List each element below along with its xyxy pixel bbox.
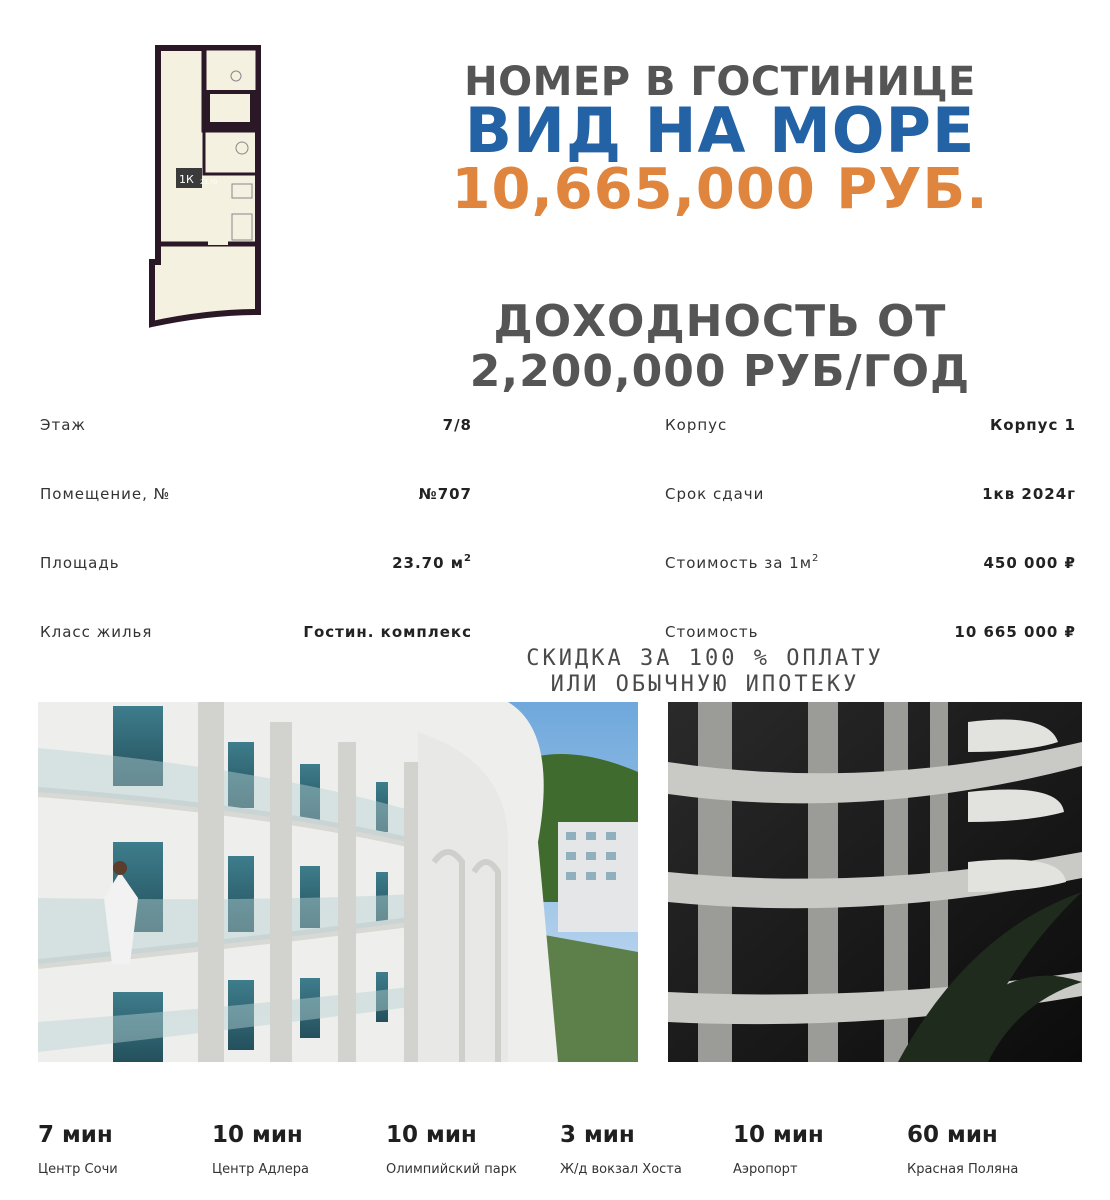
distance-time: 10 мин — [212, 1122, 303, 1148]
headline-yield-value: 2,200,000 РУБ/ГОД — [469, 346, 971, 397]
spec-area-value: 23.70 $м^2$ — [392, 553, 472, 572]
headline-sea-view: ВИД НА МОРЕ — [464, 94, 976, 167]
spec-building-label: Корпус — [665, 416, 728, 434]
building-facade-photo — [38, 702, 638, 1062]
spec-building-value: Корпус 1 — [990, 416, 1076, 434]
headline-unit-type: НОМЕР В ГОСТИНИЦЕ — [464, 59, 976, 105]
distance-place: Красная Поляна — [907, 1162, 1019, 1177]
distance-place: Олимпийский парк — [386, 1162, 517, 1177]
distance-time: 10 мин — [386, 1122, 477, 1148]
distance-place: Аэропорт — [733, 1162, 798, 1177]
spec-total-price-value: 10 665 000 ₽ — [954, 623, 1076, 641]
distance-place: Центр Сочи — [38, 1162, 118, 1177]
spec-unit-label: Помещение, № — [40, 485, 171, 503]
distance-place: Ж/д вокзал Хоста — [560, 1162, 682, 1177]
spec-price-per-m2-exponent: 2 — [812, 553, 820, 564]
spec-price-per-m2-value: 450 000 ₽ — [983, 554, 1076, 572]
distance-time: 60 мин — [907, 1122, 998, 1148]
spec-deadline-value: 1кв 2024г — [982, 485, 1076, 503]
headline-yield-label: ДОХОДНОСТЬ ОТ — [493, 296, 947, 347]
spec-total-price-label: Стоимость — [665, 623, 759, 641]
floor-plan — [148, 44, 264, 328]
discount-line-1: СКИДКА ЗА 100 % ОПЛАТУ — [526, 646, 884, 671]
distance-time: 7 мин — [38, 1122, 113, 1148]
facade-night-photo — [668, 702, 1082, 1062]
spec-floor-label: Этаж — [40, 416, 86, 434]
spec-class-label: Класс жилья — [40, 623, 153, 641]
spec-deadline-label: Срок сдачи — [665, 485, 765, 503]
discount-line-2: ИЛИ ОБЫЧНУЮ ИПОТЕКУ — [550, 672, 860, 697]
distance-time: 3 мин — [560, 1122, 635, 1148]
distance-place: Центр Адлера — [212, 1162, 309, 1177]
distance-time: 10 мин — [733, 1122, 824, 1148]
plan-room-area: 23.70 — [200, 179, 218, 186]
spec-area-unit-exponent: 2 — [464, 553, 472, 564]
headline-price: 10,665,000 РУБ. — [451, 157, 989, 222]
spec-area-label: Площадь — [40, 554, 120, 572]
spec-class-value: Гостин. комплекс — [303, 623, 472, 641]
plan-room-badge: 1К — [179, 173, 194, 186]
spec-unit-value: №707 — [418, 485, 472, 503]
spec-price-per-m2-label: Стоимость за $1м^2$ — [665, 553, 820, 572]
spec-floor-value: 7/8 — [442, 416, 472, 434]
